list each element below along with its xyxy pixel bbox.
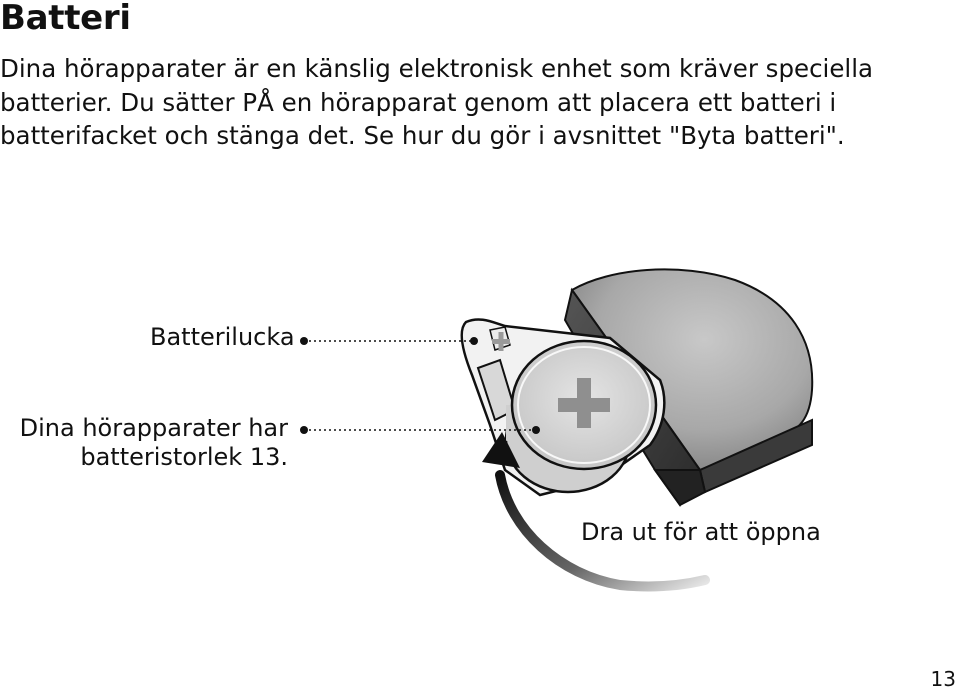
battery bbox=[506, 341, 656, 492]
callout-battery-door: Batterilucka bbox=[150, 323, 295, 351]
intro-line: batterifacket och stänga det. Se hur du gör i avsnittet "Byta batteri". bbox=[0, 121, 845, 150]
page-number: 13 bbox=[930, 667, 956, 691]
callout-battery-size bbox=[20, 414, 288, 472]
callout-leader-door bbox=[300, 337, 478, 345]
intro-line: batterier. Du sätter PÅ en hörapparat genom att placera ett batteri i bbox=[0, 87, 837, 117]
page-title: Batteri bbox=[0, 0, 131, 38]
callout-pull-to-open: Dra ut för att öppna bbox=[581, 518, 821, 546]
callout-line: Dina hörapparater har bbox=[19, 414, 288, 442]
callout-line: batteristorlek 13. bbox=[80, 443, 288, 471]
intro-line: Dina hörapparater är en känslig elektronisk enhet som kräver speciella bbox=[0, 54, 874, 83]
